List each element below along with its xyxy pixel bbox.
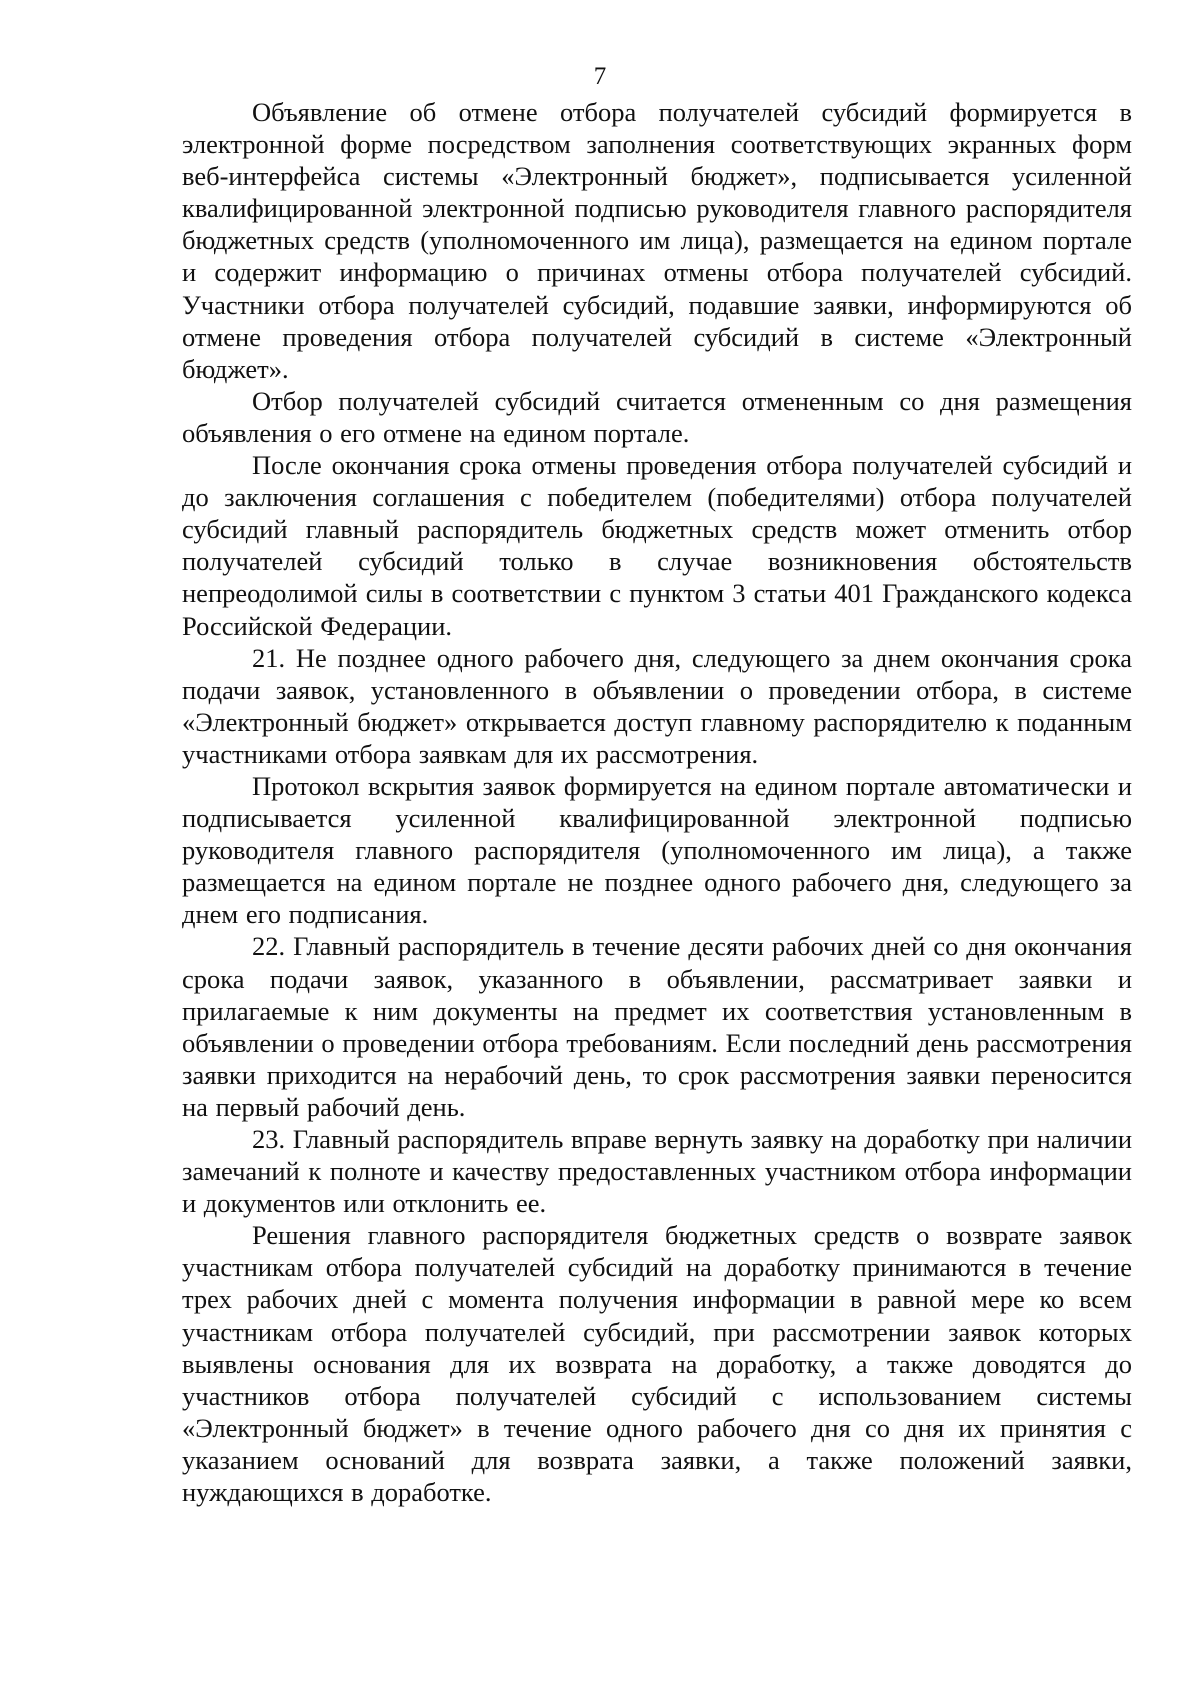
paragraph-cancellation-notice: Объявление об отмене отбора получателей субсидий формируется в электронной форме посредством заполнения соответствующих экранных форм веб-интерфейса системы «Электронный бюджет», подписывается усиленной квалифицированной электронной подписью руководителя главного распорядителя бюджетных средств (уполномоченного им лица), размещается на едином портале и содержит информацию о причинах отмены отбора получателей субсидий. Участники отбора получателей субсидий, подавшие заявки, информируются об отмене проведения отбора получателей субсидий в системе «Электронный бюджет». xyxy=(182,97,1132,384)
paragraph-opening-protocol: Протокол вскрытия заявок формируется на едином портале автоматически и подписывается усиленной квалифицированной электронной подписью руководителя главного распорядителя (уполномоченного им лица), а также размещается на едином портале не позднее одного рабочего дня, следующего за днем его подписания. xyxy=(182,770,1132,930)
paragraph-item-23: 23. Главный распорядитель вправе вернуть заявку на доработку при наличии замечаний к полноте и качеству предоставленных участником отбора информации и документов или отклонить ее. xyxy=(182,1124,1132,1219)
document-body xyxy=(182,96,1132,1508)
paragraph-force-majeure: После окончания срока отмены проведения отбора получателей субсидий и до заключения соглашения с победителем (победителями) отбора получателей субсидий главный распорядитель бюджетных средств может отменить отбор получателей субсидий только в случае возникновения обстоятельств непреодолимой силы в соответствии с пунктом 3 статьи 401 Гражданского кодекса Российской Федерации. xyxy=(182,450,1132,641)
paragraph-return-decisions: Решения главного распорядителя бюджетных средств о возврате заявок участникам отбора получателей субсидий на доработку принимаются в течение трех рабочих дней с момента получения информации в равной мере ко всем участникам отбора получателей субсидий, при рассмотрении заявок которых выявлены основания для их возврата на доработку, а также доводятся до участников отбора получателей субсидий с использованием системы «Электронный бюджет» в течение одного рабочего дня со дня их принятия с указанием оснований для возврата заявки, а также положений заявки, нуждающихся в доработке. xyxy=(182,1220,1132,1508)
paragraph-item-21: 21. Не позднее одного рабочего дня, следующего за днем окончания срока подачи заявок, установленного в объявлении о проведении отбора, в системе «Электронный бюджет» открывается доступ главному распорядителю к поданным участниками отбора заявкам для их рассмотрения. xyxy=(182,642,1132,769)
paragraph-cancellation-effective: Отбор получателей субсидий считается отмененным со дня размещения объявления о его отмене на едином портале. xyxy=(182,385,1132,448)
paragraph-item-22: 22. Главный распорядитель в течение десяти рабочих дней со дня окончания срока подачи заявок, указанного в объявлении, рассматривает заявки и прилагаемые к ним документы на предмет их соответствия установленным в объявлении о проведении отбора требованиям. Если последний день рассмотрения заявки приходится на нерабочий день, то срок рассмотрения заявки переносится на первый рабочий день. xyxy=(182,931,1132,1122)
page-number: 7 xyxy=(593,63,607,90)
